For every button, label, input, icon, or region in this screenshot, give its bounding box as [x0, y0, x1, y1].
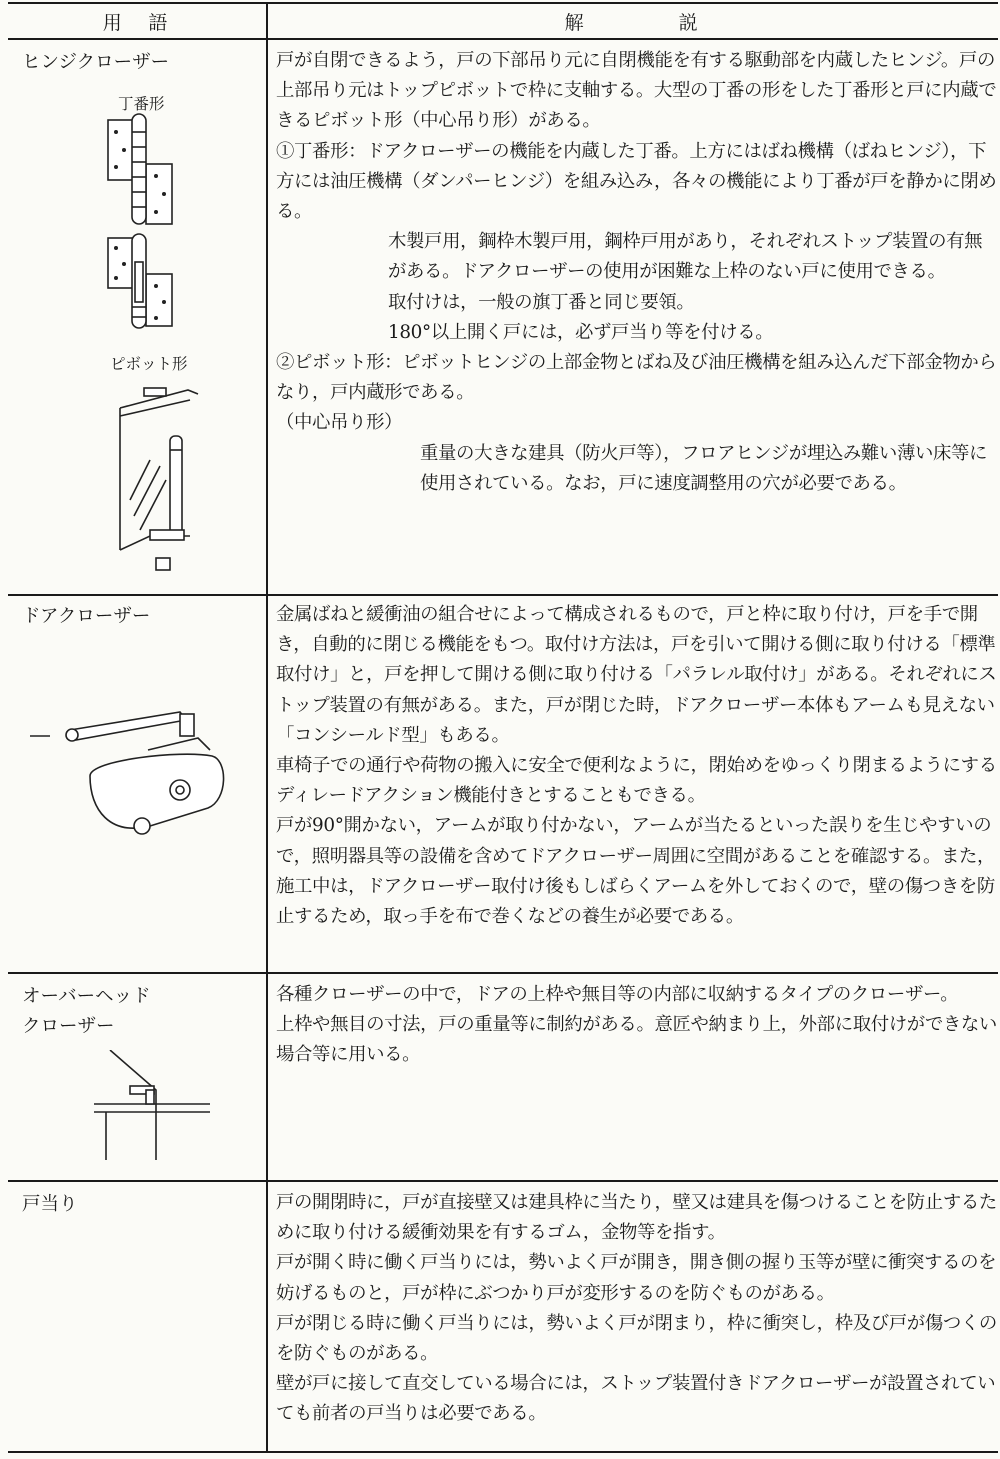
explanation-hinge-closer: [276, 46, 998, 499]
paragraph: 戸が自閉できるよう，戸の下部吊り元に自閉機能を有する駆動部を内蔵したヒンジ。戸の上部吊り元はトップピボットで枠に支軸する。大型の丁番の形をした丁番形と戸に内蔵できるピボット形（中心吊り形）がある。: [276, 50, 997, 132]
header-term: 用 語: [102, 11, 172, 34]
paragraph: 戸が閉じる時に働く戸当りには，勢いよく戸が閉まり，枠に衝突し，枠及び戸が傷つくのを防ぐものがある。: [276, 1312, 997, 1365]
paragraph: 車椅子での通行や荷物の搬入に安全で便利なように，閉始めをゆっくり閉まるようにするディレードアクション機能付きとすることもできる。: [276, 755, 997, 807]
paragraph: 180°以上開く戸には，必ず戸当り等を付ける。: [388, 321, 774, 343]
row-divider: [8, 1180, 998, 1182]
sublabel-pivot-type: ピボット形: [110, 355, 188, 373]
paragraph: 金属ばねと緩衝油の組合せによって構成されるもので，戸と枠に取り付け，戸を手で開き，自動的に閉じる機能をもつ。取付け方法は，戸を引いて開ける側に取り付ける「標準取付け」と，戸を押して開ける側に取り付ける「パラレル取付け」がある。それぞれにストップ装置の有無がある。また，戸が閉じた時，ドアクローザー本体もアームも見えない「コンシールド型」もある。: [276, 604, 997, 746]
paragraph: 戸が90°開かない，アームが取り付かない，アームが当たるといった誤りを生じやすいので，照明器具等の設備を含めてドアクローザー周囲に空間があることを確認する。また，施工中は，ドアクローザー取付け後もしばらくアームを外しておくので，壁の傷つきを防止するため，取っ手を布で巻くなどの養生が必要である。: [276, 815, 996, 928]
butt-hinge-damper-figure: [100, 232, 180, 332]
term-overhead-closer: オーバーヘッド クローザー: [22, 986, 151, 1037]
row-divider: [8, 972, 998, 974]
term-door-closer: ドアクローザー: [22, 606, 151, 627]
paragraph: 各種クローザーの中で，ドアの上枠や無目等の内部に収納するタイプのクローザー。: [276, 984, 959, 1005]
row-divider: [8, 594, 998, 596]
paragraph: 戸が開く時に働く戸当りには，勢いよく戸が開き，開き側の握り玉等が壁に衝突するのを妨げるものと，戸が枠にぶつかり戸が変形するのを防ぐものがある。: [276, 1252, 997, 1304]
paragraph: 木製戸用，鋼枠木製戸用，鋼枠戸用があり，それぞれストップ装置の有無がある。ドアクローザーの使用が困難な上枠のない戸に使用できる。: [388, 231, 983, 283]
explanation-door-stop: [276, 1188, 998, 1430]
overhead-closer-figure: [90, 1050, 210, 1160]
term-hinge-closer: ヒンジクローザー: [22, 52, 170, 73]
door-closer-figure: [30, 690, 230, 840]
paragraph: （中心吊り形）: [276, 412, 403, 434]
table-bottom-rule: [8, 1451, 998, 1453]
paragraph: ②ピボット形：ピボットヒンジの上部金物とばね及び油圧機構を組み込んだ下部金物からなり，戸内蔵形である。: [276, 352, 997, 404]
paragraph: 取付けは，一般の旗丁番と同じ要領。: [388, 291, 695, 313]
paragraph: ①丁番形：ドアクローザーの機能を内蔵した丁番。上方にはばね機構（ばねヒンジ），下方には油圧機構（ダンパーヒンジ）を組み込み，各々の機能により丁番が戸を静かに閉める。: [276, 140, 997, 223]
paragraph: 重量の大きな建具（防火戸等），フロアヒンジが埋込み難い薄い床等に使用されている。なお，戸に速度調整用の穴が必要である。: [420, 442, 988, 494]
paragraph: 上枠や無目の寸法，戸の重量等に制約がある。意匠や納まり上，外部に取付けができない場合等に用いる。: [276, 1014, 997, 1066]
pivot-hinge-figure: [110, 380, 210, 580]
header-bottom-rule: [8, 38, 998, 40]
header-explanation: 解 説: [564, 11, 702, 34]
explanation-door-closer: [276, 600, 998, 932]
term-door-stop: 戸当り: [22, 1194, 78, 1215]
explanation-overhead-closer: [276, 980, 998, 1071]
paragraph: 戸の開閉時に，戸が直接壁又は建具枠に当たり，壁又は建具を傷つけることを防止するために取り付ける緩衝効果を有するゴム，金物等を指す。: [276, 1192, 997, 1244]
butt-hinge-figure: [100, 112, 180, 227]
sublabel-butt-type: 丁番形: [118, 95, 165, 113]
paragraph: 壁が戸に接して直交している場合には，ストップ装置付きドアクローザーが設置されていても前者の戸当りは必要である。: [276, 1373, 996, 1425]
column-divider: [266, 2, 268, 1453]
